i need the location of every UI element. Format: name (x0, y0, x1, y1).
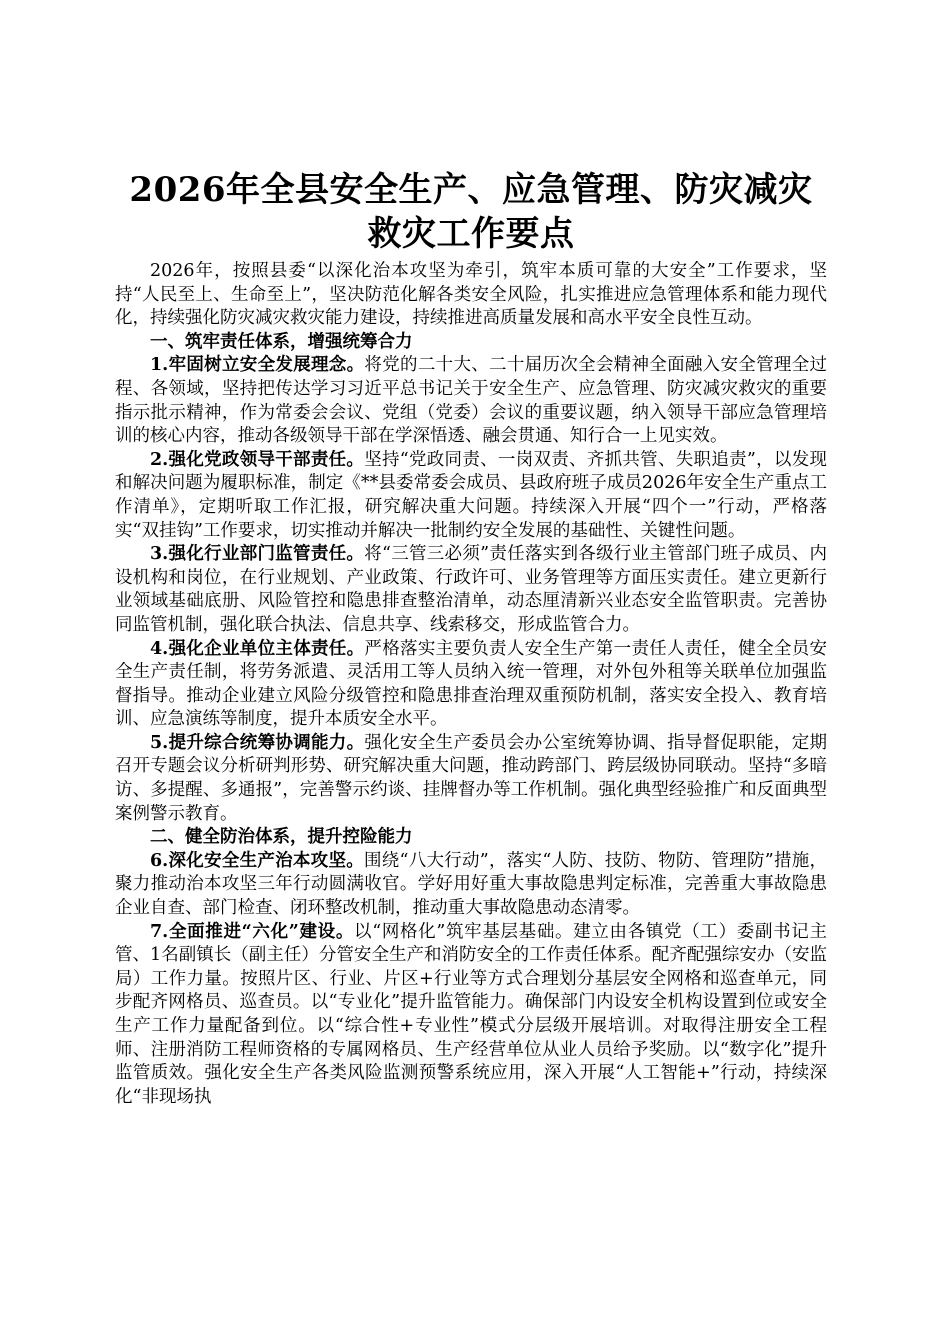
item-lead-3: 3.强化行业部门监管责任。 (150, 544, 365, 565)
item-paragraph-5 (115, 732, 827, 826)
item-body-2: 坚持“党政同责、一岗双责、齐抓共管、失职追责”，以发现和解决问题为履职标准，制定《**县委常委会成员、县政府班子成员2026年安全生产重点工作清单》，定期听取工作汇报，研究解决重大问题。持续深入开展“四个一”行动，严格落实“双挂钩”工作要求，切实推动并解决一批制约安全发展的基础性、关键性问题。 (115, 449, 827, 541)
section-heading-2: 二、健全防治体系，提升控险能力 (150, 827, 413, 848)
item-body-6: 围绕“八大行动”，落实“人防、技防、物防、管理防”措施，聚力推动治本攻坚三年行动圆满收官。学好用好重大事故隐患判定标准，完善重大事故隐患企业自查、部门检查、闭环整改机制，推动重大事故隐患动态清零。 (115, 850, 827, 919)
title-line-1: 2026年全县安全生产、应急管理、防灾减灾 (129, 170, 813, 210)
title-line-2: 救灾工作要点 (367, 214, 575, 254)
item-body-4: 严格落实主要负责人安全生产第一责任人责任，健全全员安全生产责任制，将劳务派遣、灵活用工等人员纳入统一管理，对外包外租等关联单位加强监督指导。推动企业建立风险分级管控和隐患排查治理双重预防机制，落实安全投入、教育培训、应急演练等制度，提升本质安全水平。 (115, 638, 828, 730)
item-paragraph-7 (115, 921, 827, 1110)
item-paragraph-4 (115, 638, 827, 732)
document-page (115, 168, 827, 1109)
intro-paragraph: 2026年，按照县委“以深化治本攻坚为牵引，筑牢本质可靠的大安全”工作要求，坚持“人民至上、生命至上”，坚决防范化解各类安全风险，扎实推进应急管理体系和能力现代化，持续强化防灾减灾救灾能力建设，持续推进高质量发展和高水平安全良性互动。 (115, 261, 827, 329)
item-lead-7: 7.全面推进“六化”建设。 (150, 921, 355, 942)
item-paragraph-3 (115, 543, 827, 637)
item-body-1: 将党的二十大、二十届历次全会精神全面融入安全管理全过程、各领域，坚持把传达学习习近平总书记关于安全生产、应急管理、防灾减灾救灾的重要指示批示精神，作为常委会会议、党组（党委）会议的重要议题，纳入领导干部应急管理培训的核心内容，推动各级领导干部在学深悟透、融会贯通、知行合一上见实效。 (115, 355, 828, 447)
document-title (115, 168, 827, 256)
item-lead-1: 1.牢固树立安全发展理念。 (150, 355, 365, 376)
item-lead-6: 6.深化安全生产治本攻坚。 (150, 850, 364, 871)
section-heading-1: 一、筑牢责任体系，增强统筹合力 (150, 331, 413, 352)
item-body-5: 强化安全生产委员会办公室统筹协调、指导督促职能，定期召开专题会议分析研判形势、研究解决重大问题，推动跨部门、跨层级协同联动。坚持“多暗访、多提醒、多通报”，完善警示约谈、挂牌督办等工作机制。强化典型经验推广和反面典型案例警示教育。 (115, 732, 828, 824)
item-lead-2: 2.强化党政领导干部责任。 (150, 449, 365, 470)
item-body-7: 以“网格化”筑牢基层基础。建立由各镇党（工）委副书记主管、1名副镇长（副主任）分管安全生产和消防安全的工作责任体系。配齐配强综安办（安监局）工作力量。按照片区、行业、片区+行业等方式合理划分基层安全网格和巡查单元，同步配齐网格员、巡查员。以“专业化”提升监管能力。确保部门内设安全机构设置到位或安全生产工作力量配备到位。以“综合性+专业性”模式分层级开展培训。对取得注册安全工程师、注册消防工程师资格的专属网格员、生产经营单位从业人员给予奖励。以“数字化”提升监管质效。强化安全生产各类风险监测预警系统应用，深入开展“人工智能+”行动，持续深化“非现场执 (115, 921, 827, 1107)
item-paragraph-1 (115, 354, 827, 448)
item-paragraph-6 (115, 850, 827, 921)
item-lead-4: 4.强化企业单位主体责任。 (150, 638, 365, 659)
item-body-3: 将“三管三必须”责任落实到各级行业主管部门班子成员、内设机构和岗位，在行业规划、产业政策、行政许可、业务管理等方面压实责任。建立更新行业领域基础底册、风险管控和隐患排查整治清单，动态厘清新兴业态安全监管职责。完善协同监管机制，强化联合执法、信息共享、线索移交，形成监管合力。 (115, 544, 827, 635)
item-paragraph-2 (115, 449, 827, 543)
item-lead-5: 5.提升综合统筹协调能力。 (150, 732, 365, 753)
